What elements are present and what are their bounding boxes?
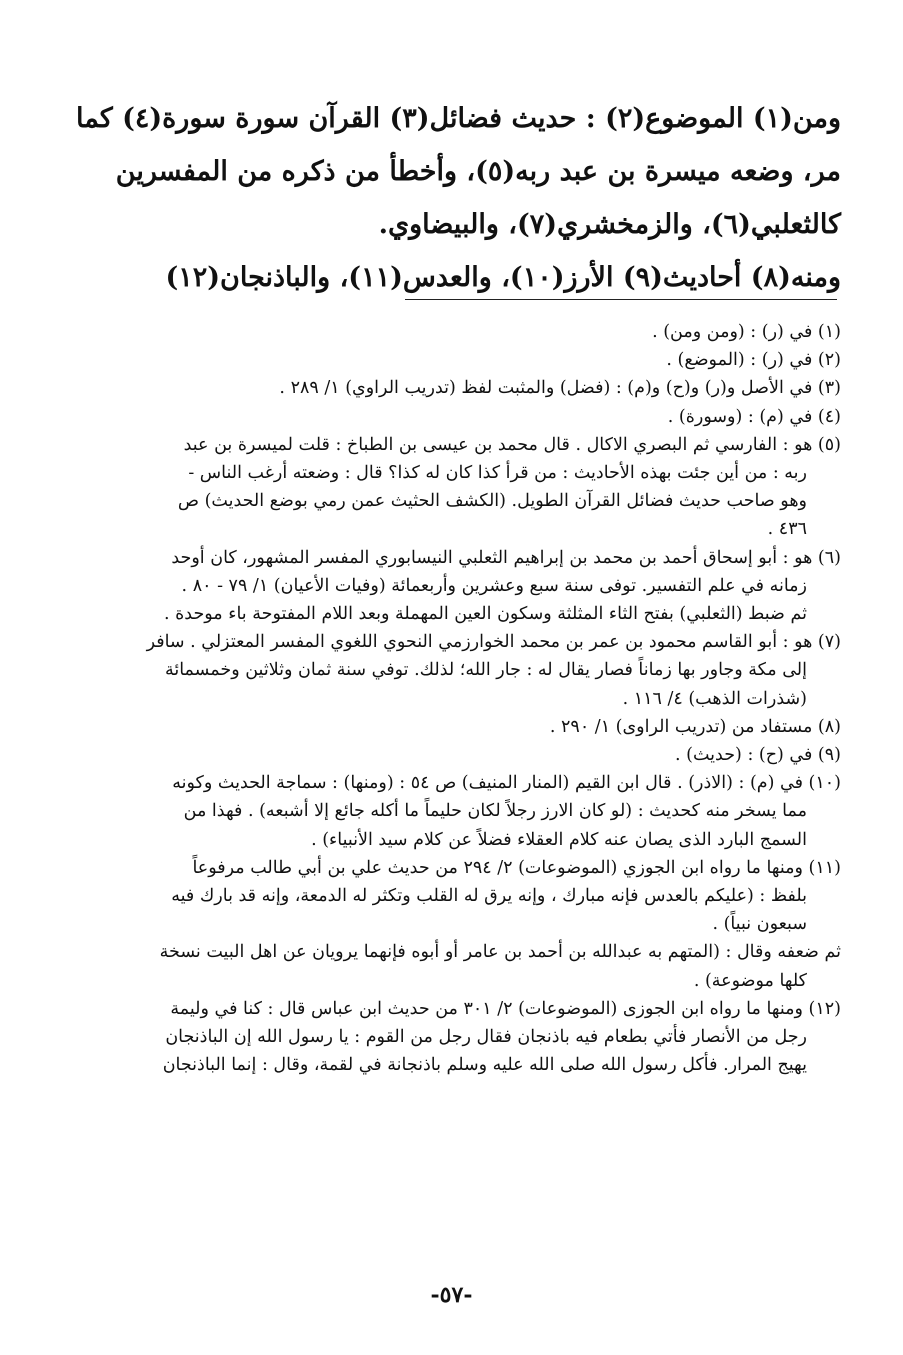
footnote: (١٢) ومنها ما رواه ابن الجوزى (الموضوعات) ٢/ ٣٠١ من حديث ابن عباس قال : كنا في وليمة [170,998,841,1019]
footnote-divider [405,299,837,300]
footnote-continuation: ٤٣٦ . [767,519,807,540]
body-line: كالثعلبي(٦)، والزمخشري(٧)، والبيضاوي. [378,209,841,240]
footnote-continuation: (شذرات الذهب) ٤/ ١١٦ . [622,688,807,709]
footnote-continuation: كلها موضوعة) . [693,970,807,991]
footnote: (١٠) في (م) : (الاذر) . قال ابن القيم (المنار المنيف) ص ٥٤ : (ومنها) : سماجة الحديث وكونه [172,773,841,794]
footnote: (٤) في (م) : (وسورة) . [667,406,841,427]
footnote: (١) في (ر) : (ومن ومن) . [652,322,841,342]
body-line: ومن(١) الموضوع(٢) : حديث فضائل(٣) القرآن سورة سورة(٤) كما [75,103,841,134]
footnotes [133,318,841,1079]
footnote-continuation: بلفظ : (عليكم بالعدس فإنه مبارك ، وإنه يرق له القلب وتكثر له الدمعة، وإنه قد بارك فيه [171,886,807,907]
footnote-continuation: السمج البارد الذى يصان عنه كلام العقلاء فضلاً عن كلام سيد الأنبياء) . [311,829,807,850]
main-text [75,92,841,304]
body-line: ومنه(٨) أحاديث(٩) الأرز(١٠)، والعدس(١١)، والباذنجان(١٢) [165,262,841,293]
footnote-continuation: ربه : من أين جئت بهذه الأحاديث : من قرأ كذا كان له كذا؟ قال : وضعته أرغب الناس - [188,463,807,484]
footnote-continuation: سبعون نبياً) . [712,914,807,935]
page-number: -٥٧- [430,1282,473,1308]
footnote-continuation: زمانه في علم التفسير. توفى سنة سبع وعشرين وأربعمائة (وفيات الأعيان) ١/ ٧٩ - ٨٠ . [181,575,807,596]
footnote-continuation: مما يسخر منه كحديث : (لو كان الارز رجلاً لكان حليماً ما أكله جائع إلا أشبعه) . فهذا من [183,801,807,822]
footnote-continuation: رجل من الأنصار فأتي بطعام فيه باذنجان فقال رجل من القوم : يا رسول الله إن الباذنجان [165,1027,807,1048]
footnote: (٥) هو : الفارسي ثم البصري الاكال . قال محمد بن عيسى بن الطباخ : قلت لميسرة بن عبد [183,434,841,455]
footnote-continuation: وهو صاحب حديث فضائل القرآن الطويل. (الكشف الحثيث عمن رمي بوضع الحديث) ص [177,491,807,512]
footnote: (٨) مستفاد من (تدريب الراوى) ١/ ٢٩٠ . [549,716,841,737]
footnote: (١١) ومنها ما رواه ابن الجوزي (الموضوعات) ٢/ ٢٩٤ من حديث علي بن أبي طالب مرفوعاً [192,857,841,878]
footnote: ثم ضعفه وقال : (المتهم به عبدالله بن أحمد بن عامر أو أبوه فإنهما يرويان عن اهل البيت نسخة [159,942,841,963]
footnote-continuation: يهيج المرار. فأكل رسول الله صلى الله عليه وسلم باذنجانة في لقمة، وقال : إنما الباذنجان [162,1055,807,1076]
body-line: مر، وضعه ميسرة بن عبد ربه(٥)، وأخطأ من ذكره من المفسرين [115,156,841,187]
footnote-continuation: إلى مكة وجاور بها زماناً فصار يقال له : جار الله؛ لذلك. توفي سنة ثمان وثلاثين وخمسمائة [164,660,807,681]
footnote: (٩) في (ح) : (حديث) . [675,745,841,766]
footnote: (٦) هو : أبو إسحاق أحمد بن محمد بن إبراهيم الثعلبي النيسابوري المفسر المشهور، كان أوحد [171,547,841,568]
footnote: (٢) في (ر) : (الموضع) . [666,350,841,371]
footnote: (٧) هو : أبو القاسم محمود بن عمر بن محمد الخوارزمي النحوي اللغوي المفسر المعتزلي . سافر [146,632,841,653]
footnote-continuation: ثم ضبط (الثعلبي) بفتح الثاء المثلثة وسكون العين المهملة وبعد اللام المفتوحة باء موحدة . [163,604,807,625]
footnote: (٣) في الأصل و(ر) و(ح) و(م) : (فضل) والمثبت لفظ (تدريب الراوي) ١/ ٢٨٩ . [279,378,841,399]
